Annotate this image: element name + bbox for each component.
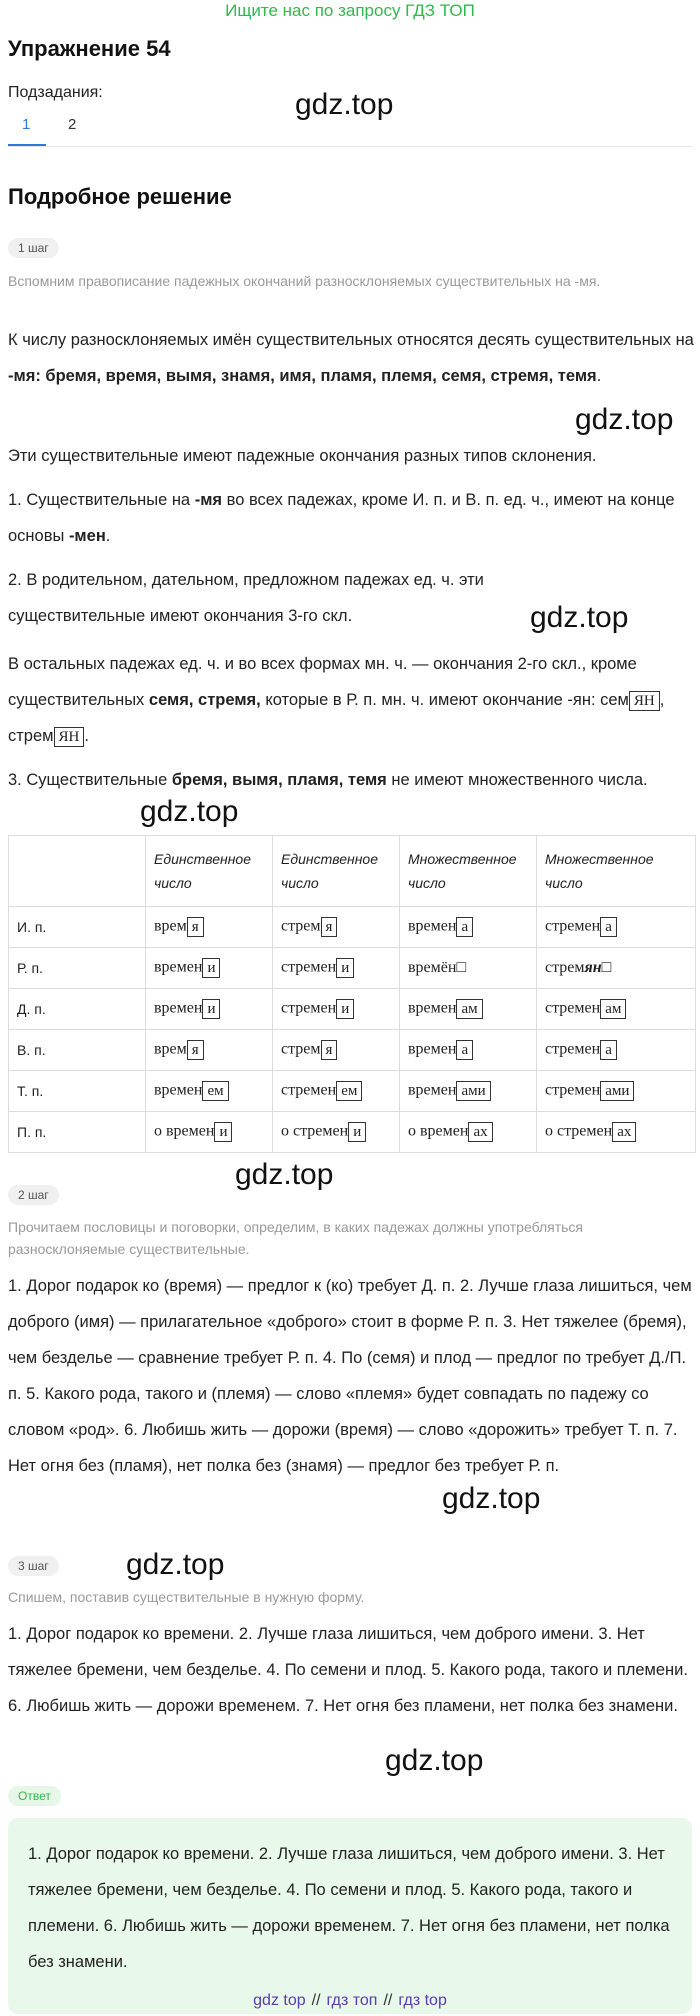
- step2-hint: Прочитаем пословицы и поговорки, определим, в каких падежах должны употребляться разносклоняемые существительные.: [8, 1219, 584, 1257]
- watermark: gdz.top: [530, 601, 629, 634]
- step1-paragraph-4: 2. В родительном, дательном, предложном падежах ед. ч. эти существительные имеют окончания 3-го скл.: [8, 571, 484, 625]
- watermark: gdz.top: [295, 88, 394, 121]
- table-cell: о времен ах: [400, 1112, 537, 1153]
- footer-link[interactable]: gdz top: [253, 1992, 306, 2009]
- step1-paragraph-3: 1. Существительные на -мя во всех падежах, кроме И. п. и В. п. ед. ч., имеют на конце основы -мен.: [8, 491, 675, 545]
- table-cell: о стремен и: [273, 1112, 400, 1153]
- subtask-tab-1[interactable]: 1: [22, 116, 31, 133]
- table-cell: стремен ем: [273, 1071, 400, 1112]
- answer-box: 1. Дорог подарок ко времени. 2. Лучше глаза лишиться, чем доброго имени. 3. Нет тяжелее бремени, чем безделье. 4. По семени и плод. 5. Какого рода, такого и племени. 6. Любишь жить — дорожи временем. 7. Нет огня без пламени, нет полка без знамени.: [8, 1818, 692, 2014]
- table-header-cell: Единственное число: [273, 836, 400, 907]
- case-label: В. п.: [9, 1030, 146, 1071]
- footer-link[interactable]: гдз top: [398, 1992, 447, 2009]
- null-ending: □: [456, 959, 467, 976]
- watermark: gdz.top: [140, 795, 239, 828]
- case-label: И. п.: [9, 907, 146, 948]
- table-cell: времен ем: [146, 1071, 273, 1112]
- ending-box: ам: [600, 999, 626, 1019]
- table-cell: времен а: [400, 1030, 537, 1071]
- ending-box: ами: [600, 1081, 634, 1101]
- ending-box: а: [456, 1040, 473, 1060]
- step-badge-2: 2 шаг: [8, 1185, 59, 1205]
- ending-box: я: [187, 917, 204, 937]
- table-cell: времен и: [146, 948, 273, 989]
- table-row: [9, 1112, 696, 1153]
- ending-box: ем: [336, 1081, 362, 1101]
- watermark: gdz.top: [575, 403, 674, 436]
- ending-box: и: [348, 1122, 366, 1142]
- table-cell: стремен и: [273, 948, 400, 989]
- table-cell: о стремен ах: [537, 1112, 696, 1153]
- table-cell: стремен а: [537, 1030, 696, 1071]
- table-header-row: [9, 836, 696, 907]
- subtask-tab-2[interactable]: 2: [68, 116, 77, 133]
- subtasks-label: Подзадания:: [8, 84, 103, 101]
- table-row: [9, 1030, 696, 1071]
- step1-paragraph-5: В остальных падежах ед. ч. и во всех формах мн. ч. — окончания 2-го скл., кроме существительных семя, стремя, которые в Р. п. мн. ч. имеют окончание -ян: сем ЯН , стрем ЯН .: [8, 655, 665, 745]
- table-cell: врем я: [146, 1030, 273, 1071]
- table-cell: стремян□: [537, 948, 696, 989]
- table-cell: времен ами: [400, 1071, 537, 1112]
- table-cell: врем я: [146, 907, 273, 948]
- ending-box: я: [187, 1040, 204, 1060]
- table-row: [9, 989, 696, 1030]
- step1-paragraph-6: 3. Существительные бремя, вымя, пламя, темя не имеют множественного числа.: [8, 771, 648, 789]
- ending-box: а: [456, 917, 473, 937]
- table-header-cell: [9, 836, 146, 907]
- step-badge-1: 1 шаг: [8, 238, 59, 258]
- step1-hint: Вспомним правописание падежных окончаний разносклоняемых существительных на -мя.: [8, 273, 601, 289]
- ending-box: и: [336, 958, 354, 978]
- ending-box: и: [336, 999, 354, 1019]
- tabs-divider: [8, 146, 692, 147]
- table-row: [9, 1071, 696, 1112]
- step2-text: 1. Дорог подарок ко (время) — предлог к (ко) требует Д. п. 2. Лучше глаза лишиться, чем доброго (имя) — прилагательное «доброго» стоит в форме Р. п. 3. Нет тяжелее (бремя), чем безделье — сравнение требует Р. п. 4. По (семя) и плод — предлог по требует Д./П. п. 5. Какого рода, такого и (племя) — слово «племя» будет совпадать по падежу со словом «род». 6. Любишь жить — дорожи (время) — слово «дорожить» требует Т. п. 7. Нет огня без (пламя), нет полка без (знамя) — предлог без требует Р. п.: [8, 1277, 692, 1475]
- table-cell: времен ам: [400, 989, 537, 1030]
- plural-ending: ян□: [584, 959, 612, 976]
- table-cell: стремен а: [537, 907, 696, 948]
- table-cell: времён□: [400, 948, 537, 989]
- case-label: Р. п.: [9, 948, 146, 989]
- table-header-cell: Единственное число: [146, 836, 273, 907]
- ending-box: ах: [612, 1122, 636, 1142]
- step1-paragraph-1: К числу разносклоняемых имён существительных относятся десять существительных на -мя: бремя, время, вымя, знамя, имя, пламя, племя, семя, стремя, темя.: [8, 331, 694, 385]
- case-label: Д. п.: [9, 989, 146, 1030]
- table-cell: времен а: [400, 907, 537, 948]
- table-cell: о времен и: [146, 1112, 273, 1153]
- ending-box: ах: [468, 1122, 492, 1142]
- ending-box: ами: [456, 1081, 490, 1101]
- watermark: gdz.top: [442, 1482, 541, 1515]
- table-row: [9, 907, 696, 948]
- table-cell: стремен и: [273, 989, 400, 1030]
- footer-link[interactable]: гдз топ: [326, 1992, 378, 2009]
- step3-hint: Спишем, поставив существительные в нужную форму.: [8, 1589, 365, 1605]
- ending-box: я: [321, 1040, 338, 1060]
- table-cell: стрем я: [273, 1030, 400, 1071]
- ending-box: я: [321, 917, 338, 937]
- declension-table: [8, 835, 696, 1153]
- watermark: gdz.top: [235, 1158, 334, 1191]
- step-badge-3: 3 шаг: [8, 1556, 59, 1576]
- case-label: П. п.: [9, 1112, 146, 1153]
- ending-box: ем: [202, 1081, 228, 1101]
- table-header-cell: Множественное число: [400, 836, 537, 907]
- top-banner[interactable]: Ищите нас по запросу ГДЗ ТОП: [225, 1, 475, 20]
- ending-box: ЯН: [54, 727, 85, 747]
- table-cell: стремен ами: [537, 1071, 696, 1112]
- page-title: Упражнение 54: [8, 36, 171, 61]
- watermark: gdz.top: [385, 1744, 484, 1777]
- ending-box: а: [600, 917, 617, 937]
- table-cell: времен и: [146, 989, 273, 1030]
- table-header-cell: Множественное число: [537, 836, 696, 907]
- ending-box: и: [202, 958, 220, 978]
- ending-box: а: [600, 1040, 617, 1060]
- section-title: Подробное решение: [8, 184, 232, 209]
- ending-box: ам: [456, 999, 482, 1019]
- table-cell: стрем я: [273, 907, 400, 948]
- watermark: gdz.top: [126, 1548, 225, 1581]
- ending-box: и: [202, 999, 220, 1019]
- footer-links: gdz top // гдз топ // гдз top: [253, 1992, 447, 2009]
- table-cell: стремен ам: [537, 989, 696, 1030]
- table-row: [9, 948, 696, 989]
- answer-label: Ответ: [8, 1786, 61, 1806]
- step1-paragraph-2: Эти существительные имеют падежные окончания разных типов склонения.: [8, 447, 597, 465]
- case-label: Т. п.: [9, 1071, 146, 1112]
- step3-text: 1. Дорог подарок ко времени. 2. Лучше глаза лишиться, чем доброго имени. 3. Нет тяжелее бремени, чем безделье. 4. По семени и плод. 5. Какого рода, такого и племени. 6. Любишь жить — дорожи временем. 7. Нет огня без пламени, нет полка без знамени.: [8, 1625, 688, 1715]
- ending-box: ЯН: [629, 691, 660, 711]
- ending-box: и: [214, 1122, 232, 1142]
